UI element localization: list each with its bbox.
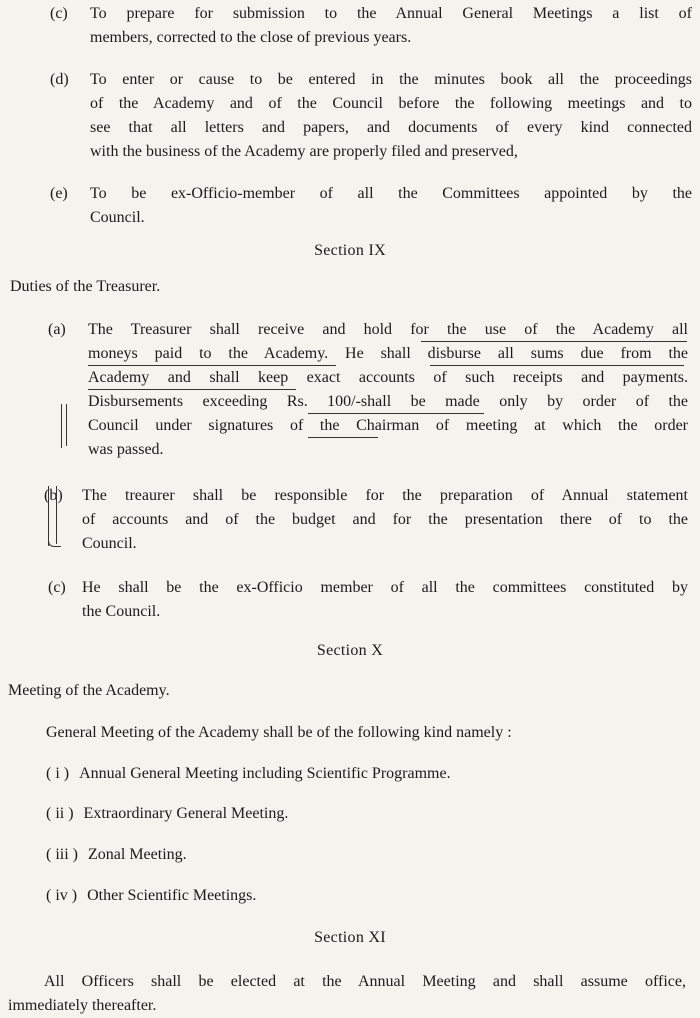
pen-underline (430, 365, 684, 366)
pen-underline (308, 437, 378, 438)
item-marker: (d) (50, 71, 69, 88)
paragraph-line: The Treasurer shall receive and hold for the use of the Academy all (88, 321, 688, 338)
pen-underline (421, 341, 687, 342)
list-item-c (50, 2, 692, 50)
section-heading: Section XI (314, 929, 386, 946)
item-marker: ( iii ) (46, 846, 78, 863)
list-item-i (46, 765, 451, 783)
paragraph-line: Academy and shall keep exact accounts of such receipts and payments. (88, 369, 688, 386)
section-heading: Section IX (314, 242, 386, 259)
paragraph-line: To prepare for submission to the Annual General Meetings a list of (90, 5, 692, 22)
list-item-b (44, 484, 688, 556)
section-title: Meeting of the Academy. (8, 682, 170, 699)
item-text: Annual General Meeting including Scientific Programme. (79, 765, 451, 782)
paragraph-line: Council. (90, 209, 145, 226)
item-text: Other Scientific Meetings. (87, 887, 257, 904)
paragraph (8, 970, 686, 1018)
pen-underline (88, 365, 336, 366)
section-title: Duties of the Treasurer. (10, 278, 161, 295)
paragraph-line: Council under signatures of the Chairman of meeting at which the order (88, 417, 688, 434)
list-item-ii (46, 805, 288, 823)
paragraph-line: To enter or cause to be entered in the minutes book all the proceedings (90, 71, 692, 88)
list-item-e (50, 182, 692, 230)
list-item-iii (46, 846, 187, 864)
item-marker: (e) (50, 185, 68, 202)
margin-pen-mark (61, 404, 62, 448)
paragraph-line: members, corrected to the close of previous years. (90, 29, 412, 46)
list-item-a (48, 318, 688, 462)
paragraph-line: was passed. (88, 441, 164, 458)
list-item-c (48, 576, 688, 624)
paragraph-line: Disbursements exceeding Rs. 100/-shall be made only by order of the (88, 393, 688, 410)
paragraph-line: with the business of the Academy are properly filed and preserved, (90, 143, 518, 160)
item-marker: (b) (44, 487, 63, 504)
item-marker: ( i ) (46, 765, 70, 782)
item-marker: (c) (50, 5, 68, 22)
paragraph-line: see that all letters and papers, and documents of every kind connected (90, 119, 692, 136)
paragraph-line: To be ex-Officio-member of all the Committees appointed by the (90, 185, 692, 202)
margin-pen-mark (48, 536, 61, 547)
pen-underline (88, 389, 296, 390)
item-marker: ( iv ) (46, 887, 78, 904)
paragraph-line: the Council. (82, 603, 161, 620)
margin-pen-mark (66, 404, 67, 446)
paragraph-line: moneys paid to the Academy. He shall disburse all sums due from the (88, 345, 688, 362)
item-text: Zonal Meeting. (88, 846, 187, 863)
paragraph-line: of the Academy and of the Council before the following meetings and to (90, 95, 692, 112)
item-text: Extraordinary General Meeting. (83, 805, 289, 822)
item-marker: (a) (48, 321, 66, 338)
item-marker: (c) (48, 579, 66, 596)
list-item-d (50, 68, 692, 164)
paragraph-line: immediately thereafter. (8, 997, 157, 1014)
paragraph-line: The treaurer shall be responsible for the preparation of Annual statement (82, 487, 688, 504)
paragraph-intro: General Meeting of the Academy shall be of the following kind namely : (46, 724, 512, 741)
paragraph-line: He shall be the ex-Officio member of all the committees constituted by (82, 579, 688, 596)
paragraph-line: All Officers shall be elected at the Annual Meeting and shall assume office, (44, 973, 686, 990)
list-item-iv (46, 887, 256, 905)
paragraph-line: of accounts and of the budget and for the presentation there of to the (82, 511, 688, 528)
item-marker: ( ii ) (46, 805, 74, 822)
section-heading: Section X (316, 642, 384, 659)
pen-underline (308, 413, 484, 414)
paragraph-line: Council. (82, 535, 137, 552)
